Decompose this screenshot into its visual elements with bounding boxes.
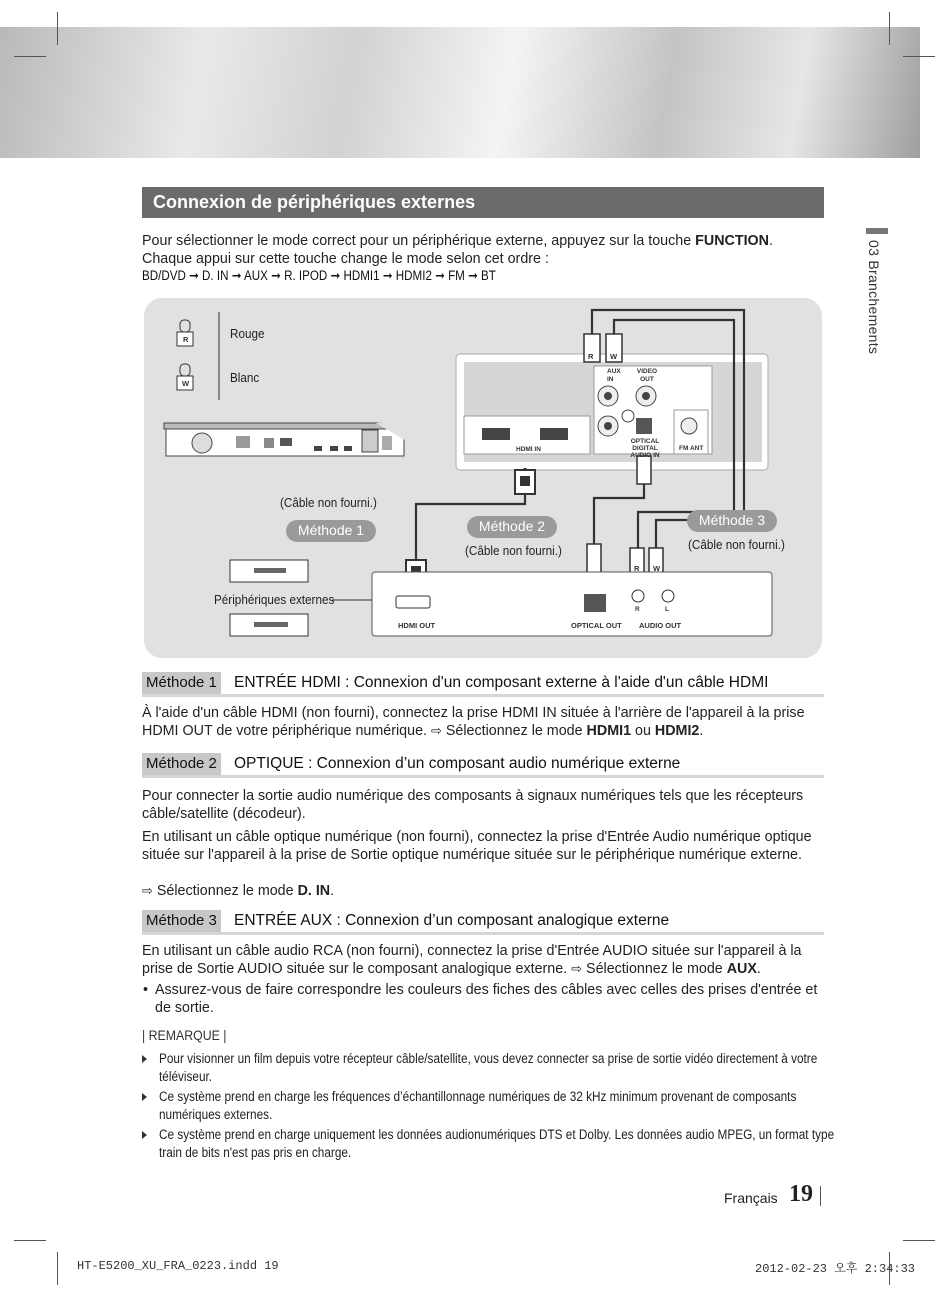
device-audio-out-label: AUDIO OUT xyxy=(639,621,682,630)
crop-mark xyxy=(14,56,46,57)
legend-r-letter: R xyxy=(183,335,189,344)
intro-paragraph: Pour sélectionner le mode correct pour un périphérique externe, appuyez sur la touche FUNCTION. Chaque appui sur cette touche change le mode selon cet ordre : xyxy=(142,233,773,267)
triangle-bullet-icon xyxy=(142,1055,147,1063)
arrow-right-icon: ⇨ xyxy=(430,723,442,738)
crop-mark xyxy=(903,1240,935,1241)
side-tab-marker xyxy=(866,228,888,234)
bullet-icon: • xyxy=(143,982,149,998)
method3-title: ENTRÉE AUX : Connexion d’un composant analogique externe xyxy=(234,912,670,929)
method1-heading xyxy=(142,672,824,697)
panel-fm-ant-label: FM ANT xyxy=(679,445,704,452)
method2-tag: Méthode 2 xyxy=(142,753,221,775)
header-band xyxy=(0,27,920,158)
method2-badge: Méthode 2 xyxy=(467,516,557,538)
page-number: 19 xyxy=(789,1181,813,1207)
crop-mark xyxy=(57,12,58,45)
section-title: Connexion de périphériques externes xyxy=(142,187,824,218)
crop-mark xyxy=(57,1252,58,1285)
print-slug-date: 2012-02-23 오후 2:34:33 xyxy=(755,1262,916,1276)
panel-aux-in-label: AUX IN xyxy=(607,368,621,383)
device-optical-out-label: OPTICAL OUT xyxy=(571,621,622,630)
plug-w-label: W xyxy=(610,352,618,361)
arrow-right-icon: ⇨ xyxy=(142,883,153,898)
device-hdmi-out-label: HDMI OUT xyxy=(398,621,436,630)
method1-title: ENTRÉE HDMI : Connexion d'un composant externe à l'aide d'un câble HDMI xyxy=(234,674,769,691)
method2-title: OPTIQUE : Connexion d’un composant audio numérique externe xyxy=(234,755,681,772)
mode-order-sequence: BD/DVD ➞ D. IN ➞ AUX ➞ R. IPOD ➞ HDMI1 ➞ HDMI2 ➞ FM ➞ BT xyxy=(142,268,496,283)
external-device-icon xyxy=(230,560,308,582)
method2-body2: En utilisant un câble optique numérique (non fourni), connectez la prise d'Entrée Audio numérique optique située sur l'appareil à la prise de Sortie optique numérique située sur le périphérique numérique externe. xyxy=(142,829,812,863)
crop-mark xyxy=(889,12,890,45)
method1-badge: Méthode 1 xyxy=(286,520,376,542)
footer-divider xyxy=(820,1186,821,1206)
method2-select: ⇨ Sélectionnez le mode D. IN. xyxy=(142,883,335,899)
crop-mark xyxy=(14,1240,46,1241)
method2-heading xyxy=(142,753,824,778)
main-unit-rear-icon xyxy=(164,423,406,456)
external-devices-label: Périphériques externes xyxy=(214,592,335,607)
cable-not-supplied-2: (Câble non fourni.) xyxy=(465,543,562,558)
triangle-bullet-icon xyxy=(142,1093,147,1101)
method3-heading xyxy=(142,910,824,935)
side-chapter-label: 03 Branchements xyxy=(866,240,882,355)
legend-w-letter: W xyxy=(182,379,190,388)
panel-hdmi-in-label: HDMI IN xyxy=(516,446,541,453)
plug-r-label: R xyxy=(588,352,594,361)
legend-red-label: Rouge xyxy=(230,326,265,341)
crop-mark xyxy=(903,56,935,57)
method3-badge: Méthode 3 xyxy=(687,510,777,532)
plug-r2-label: R xyxy=(634,564,640,573)
jack-l-label: L xyxy=(665,606,669,613)
plug-w2-label: W xyxy=(653,564,661,573)
remarque-title: | REMARQUE | xyxy=(142,1027,227,1043)
print-slug-file: HT-E5200_XU_FRA_0223.indd 19 xyxy=(77,1259,279,1273)
panel-video-out-label: VIDEO OUT xyxy=(636,368,658,383)
legend-white-label: Blanc xyxy=(230,370,260,385)
cable-not-supplied-1: (Câble non fourni.) xyxy=(280,495,377,510)
panel-optical-label: OPTICAL DIGITAL AUDIO IN xyxy=(630,438,660,459)
method3-tag: Méthode 3 xyxy=(142,910,221,932)
cable-not-supplied-3: (Câble non fourni.) xyxy=(688,537,785,552)
footer-language: Français xyxy=(724,1190,778,1206)
function-key: FUNCTION xyxy=(695,233,769,249)
arrow-right-icon: ⇨ xyxy=(571,961,583,976)
triangle-bullet-icon xyxy=(142,1131,147,1139)
connection-diagram xyxy=(144,298,822,658)
method2-body1: Pour connecter la sortie audio numérique des composants à signaux numériques tels que les récepteurs câble/satellite (décodeur). xyxy=(142,788,804,822)
external-device-icon xyxy=(230,614,308,636)
side-chapter-tab xyxy=(866,240,888,440)
method1-body: À l'aide d'un câble HDMI (non fourni), connectez la prise HDMI IN située à l'arrière de l'appareil à la prise HDMI OUT de votre périphérique numérique. ⇨ Sélectionnez le mode HDMI1 ou HDMI2. xyxy=(142,705,805,739)
method3-body: En utilisant un câble audio RCA (non fourni), connectez la prise d'Entrée AUDIO située sur l'appareil à la prise de Sortie AUDIO située sur le composant analogique externe. ⇨ Sélectionnez le mode AUX. xyxy=(142,943,802,977)
jack-r-label: R xyxy=(635,606,640,613)
method1-tag: Méthode 1 xyxy=(142,672,221,694)
